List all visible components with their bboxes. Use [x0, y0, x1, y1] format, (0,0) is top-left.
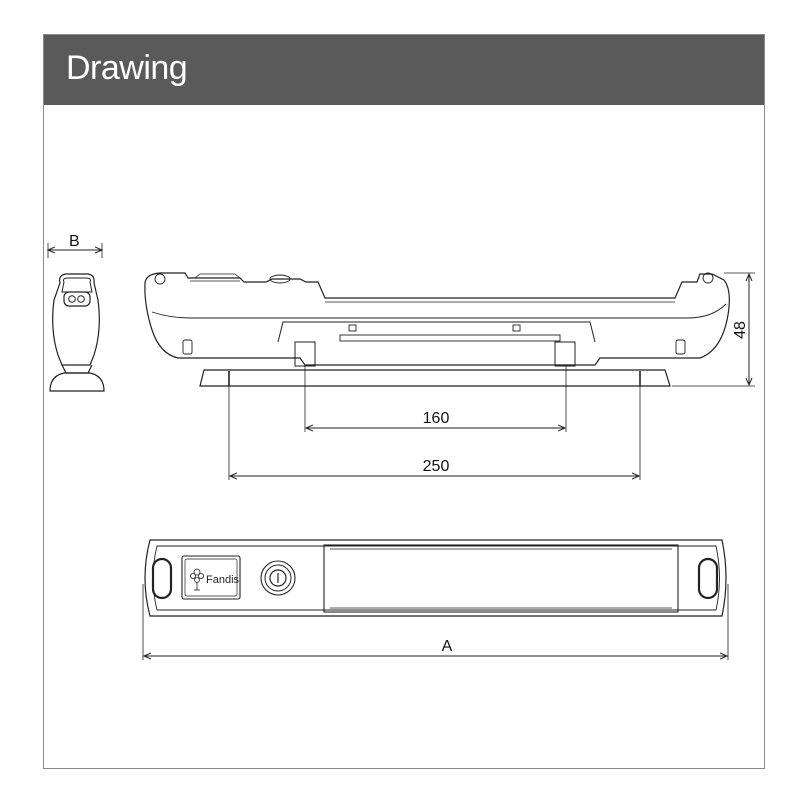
dimension-a-label: A — [441, 638, 453, 655]
dimension-250-label: 250 — [422, 458, 450, 475]
dimension-a — [143, 584, 728, 660]
panel-title: Drawing — [66, 49, 188, 87]
front-elevation — [145, 273, 729, 386]
dimension-b-label: B — [69, 233, 80, 250]
end-view — [48, 243, 104, 391]
dimension-48-label: 48 — [732, 321, 749, 339]
brand-logo-icon — [190, 569, 203, 590]
brand-logo-text: Fandis — [206, 574, 240, 586]
dimension-160-label: 160 — [422, 410, 450, 427]
